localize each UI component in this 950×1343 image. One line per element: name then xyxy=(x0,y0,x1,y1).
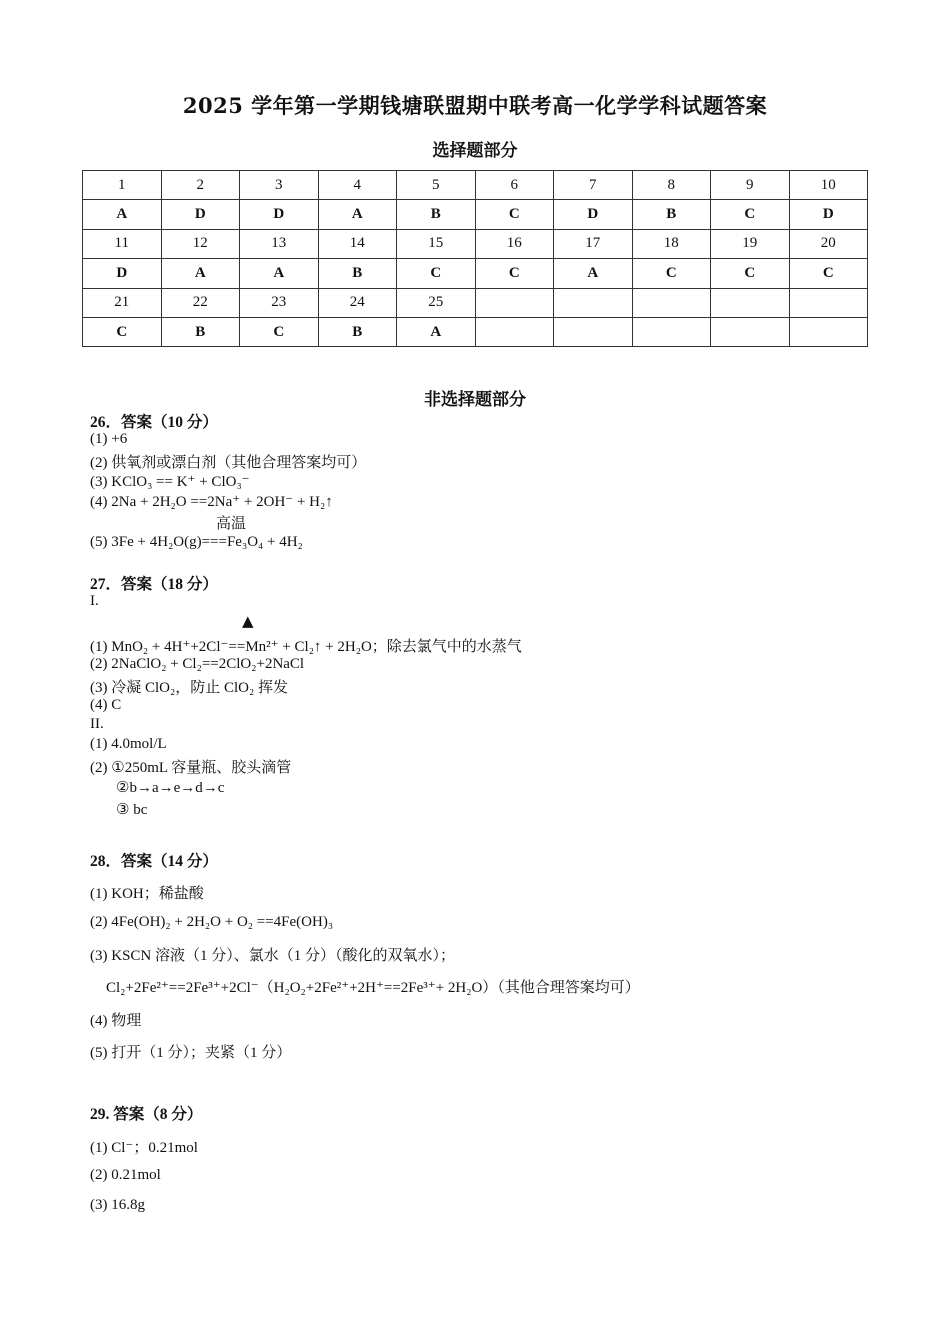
question-number-cell: 18 xyxy=(632,229,711,258)
question-number-cell: 17 xyxy=(554,229,633,258)
question-number-cell: 21 xyxy=(83,288,162,317)
answer-key-cell: D xyxy=(554,200,633,229)
answer-key-cell: A xyxy=(83,200,162,229)
q28-answer-3: (3) KSCN 溶液（1 分）、氯水（1 分）（酸化的双氧水）； xyxy=(90,948,456,964)
question-number-cell: 9 xyxy=(711,171,790,200)
question-number-cell: 8 xyxy=(632,171,711,200)
section-nonchoice-heading: 非选择题部分 xyxy=(424,390,526,410)
q29-header: 29. 答案（8 分） xyxy=(90,1106,203,1123)
answer-key-cell: C xyxy=(83,317,162,346)
question-number-cell: 15 xyxy=(397,229,476,258)
answer-key-row xyxy=(83,259,868,288)
question-number-cell: 4 xyxy=(318,171,397,200)
answer-key-cell: D xyxy=(161,200,240,229)
answer-key-cell: A xyxy=(161,259,240,288)
question-number-cell: 20 xyxy=(789,229,868,258)
answer-key-cell: D xyxy=(789,200,868,229)
answer-key-cell xyxy=(475,317,554,346)
q27-answer-1: (1) MnO₂ + 4H⁺+2Cl⁻==Mn²⁺ + Cl₂↑ + 2H₂O；除去氯气中的水蒸气 xyxy=(90,639,522,655)
answer-key-cell: C xyxy=(240,317,319,346)
question-number-cell: 2 xyxy=(161,171,240,200)
question-number-cell: 12 xyxy=(161,229,240,258)
q26-reaction-condition: 高温 xyxy=(216,514,247,532)
q27-part-2-label: II. xyxy=(90,716,104,732)
question-number-cell xyxy=(632,288,711,317)
q26-answer-3: (3) KClO₃ == K⁺ + ClO₃⁻ xyxy=(90,474,250,490)
answer-key-cell: D xyxy=(240,200,319,229)
answer-key-cell: B xyxy=(632,200,711,229)
q26-answer-1: (1) +6 xyxy=(90,431,128,447)
answer-key-cell: A xyxy=(554,259,633,288)
question-number-cell: 7 xyxy=(554,171,633,200)
answer-key-cell xyxy=(554,317,633,346)
question-number-cell xyxy=(789,288,868,317)
answer-key-cell: B xyxy=(318,317,397,346)
question-number-cell: 10 xyxy=(789,171,868,200)
question-number-cell: 11 xyxy=(83,229,162,258)
question-number-cell: 14 xyxy=(318,229,397,258)
answer-key-cell: C xyxy=(711,200,790,229)
question-number-cell xyxy=(711,288,790,317)
answer-key-cell: D xyxy=(83,259,162,288)
question-number-cell xyxy=(475,288,554,317)
question-number-cell: 3 xyxy=(240,171,319,200)
q27-ii-answer-1: (1) 4.0mol/L xyxy=(90,736,167,752)
answer-key-row xyxy=(83,317,868,346)
q29-answer-3: (3) 16.8g xyxy=(90,1197,145,1213)
q27-answer-2: (2) 2NaClO₂ + Cl₂==2ClO₂+2NaCl xyxy=(90,656,305,672)
answer-key-cell: C xyxy=(397,259,476,288)
heating-mark: ▲ xyxy=(242,612,254,630)
answer-key-cell: C xyxy=(475,200,554,229)
q26-answer-4: (4) 2Na + 2H₂O ==2Na⁺ + 2OH⁻ + H₂↑ xyxy=(90,494,333,510)
answer-key-cell: C xyxy=(632,259,711,288)
question-number-cell: 16 xyxy=(475,229,554,258)
q27-ii-answer-2c: ③ bc xyxy=(116,802,148,818)
question-number-row xyxy=(83,171,868,200)
q29-answer-2: (2) 0.21mol xyxy=(90,1167,161,1183)
question-number-cell: 6 xyxy=(475,171,554,200)
answer-key-cell: C xyxy=(711,259,790,288)
answer-key-cell: A xyxy=(397,317,476,346)
question-number-cell: 1 xyxy=(83,171,162,200)
q28-answer-2: (2) 4Fe(OH)₂ + 2H₂O + O₂ ==4Fe(OH)₃ xyxy=(90,914,334,930)
q27-answer-3: (3) 冷凝 ClO₂，防止 ClO₂ 挥发 xyxy=(90,680,288,696)
answer-key-cell xyxy=(711,317,790,346)
q26-header: 26．答案（10 分） xyxy=(90,414,218,431)
q26-answer-5: (5) 3Fe + 4H₂O(g)===Fe₃O₄ + 4H₂ xyxy=(90,534,303,550)
question-number-cell xyxy=(554,288,633,317)
question-number-cell: 19 xyxy=(711,229,790,258)
page-title: 2025 学年第一学期钱塘联盟期中联考高一化学学科试题答案 xyxy=(182,93,768,118)
q27-ii-answer-2b: ②b→a→e→d→c xyxy=(116,780,225,796)
answer-key-cell: C xyxy=(475,259,554,288)
answer-key-cell: A xyxy=(318,200,397,229)
question-number-cell: 22 xyxy=(161,288,240,317)
q28-answer-5: (5) 打开（1 分）；夹紧（1 分） xyxy=(90,1045,292,1061)
question-number-cell: 23 xyxy=(240,288,319,317)
q28-header: 28．答案（14 分） xyxy=(90,853,218,870)
answer-key-cell xyxy=(632,317,711,346)
question-number-row xyxy=(83,229,868,258)
q27-ii-answer-2a: (2) ①250mL 容量瓶、胶头滴管 xyxy=(90,760,292,776)
answer-key-cell: C xyxy=(789,259,868,288)
answer-key-cell xyxy=(789,317,868,346)
q29-answer-1: (1) Cl⁻；0.21mol xyxy=(90,1140,198,1156)
question-number-cell: 25 xyxy=(397,288,476,317)
q28-answer-4: (4) 物理 xyxy=(90,1013,142,1029)
section-choice-heading: 选择题部分 xyxy=(432,141,518,161)
question-number-cell: 13 xyxy=(240,229,319,258)
q28-answer-1: (1) KOH；稀盐酸 xyxy=(90,886,204,902)
question-number-cell: 24 xyxy=(318,288,397,317)
q26-answer-2: (2) 供氧剂或漂白剂（其他合理答案均可） xyxy=(90,455,367,471)
answer-key-cell: B xyxy=(397,200,476,229)
q27-header: 27．答案（18 分） xyxy=(90,576,218,593)
answer-table xyxy=(82,170,868,347)
answer-key-cell: B xyxy=(161,317,240,346)
q27-answer-4: (4) C xyxy=(90,697,122,713)
q28-answer-3-equations: Cl₂+2Fe²⁺==2Fe³⁺+2Cl⁻（H₂O₂+2Fe²⁺+2H⁺==2Fe³⁺+ 2H₂O）（其他合理答案均可） xyxy=(106,980,640,996)
answer-key-cell: A xyxy=(240,259,319,288)
question-number-row xyxy=(83,288,868,317)
question-number-cell: 5 xyxy=(397,171,476,200)
answer-key-cell: B xyxy=(318,259,397,288)
answer-key-row xyxy=(83,200,868,229)
q27-part-1-label: I. xyxy=(90,593,99,609)
